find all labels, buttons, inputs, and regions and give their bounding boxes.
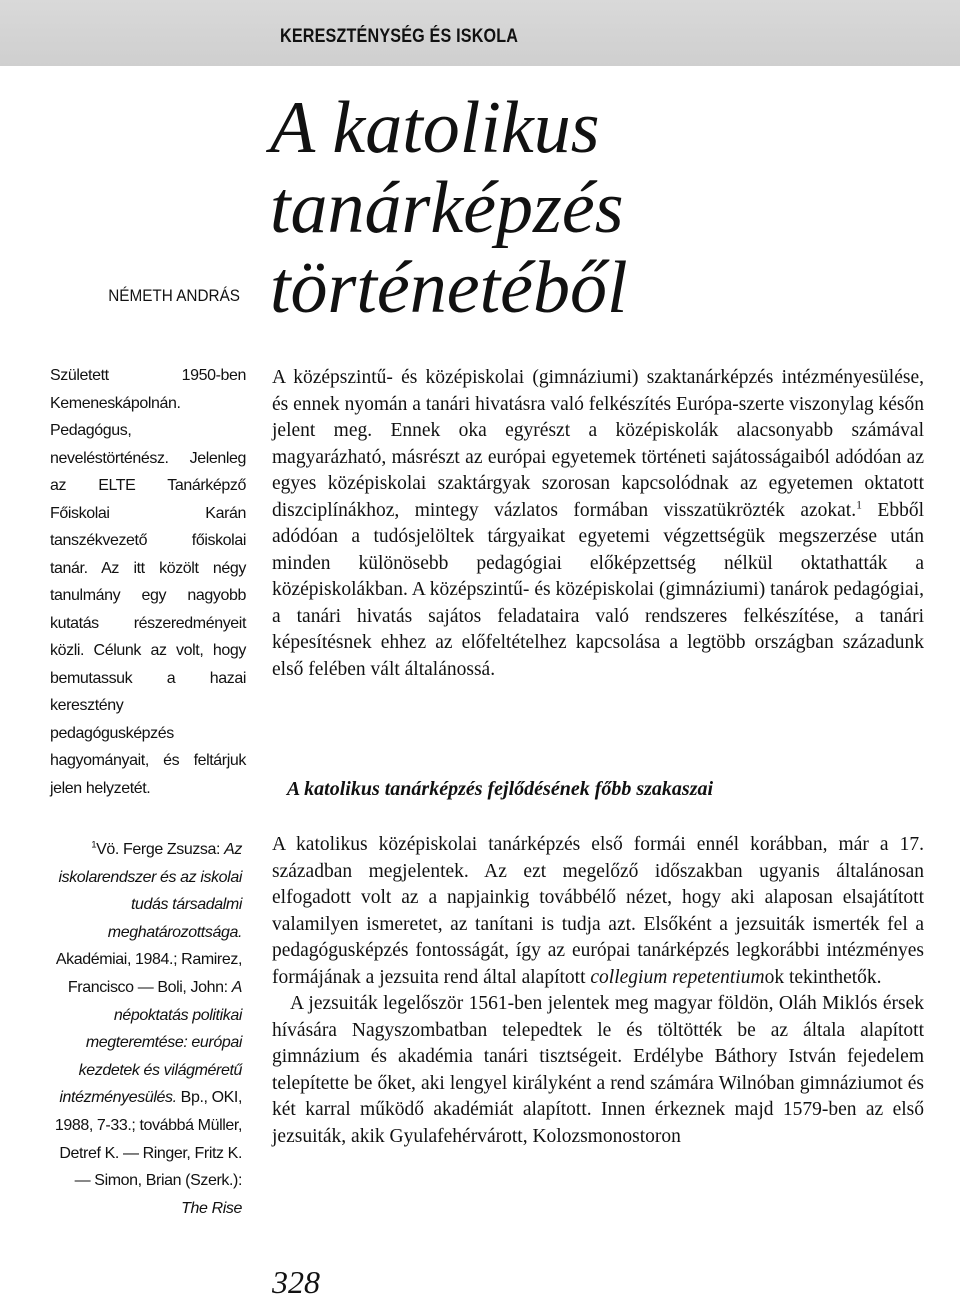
- intro-text-part-1: A középszintű- és középiskolai (gimnáziumi) szaktanárképzés intézményesülése, és ennek nyomán a tanári hivatásra való felkészítés Európa-szerte viszonylag későn jelent meg. Ennek oka egyrészt a középiskolák alacsonyabb számával magyarázható, másrészt az európai egyetemek történeti sajátosságaiból adódóan az egyes középiskolai szaktárgyak szorosan kapcsolódnak az egyetemen oktatott diszciplínákhoz, mintegy vázlatos formában visszatükrözték azokat.: [272, 367, 924, 521]
- intro-text: [272, 365, 924, 683]
- article-title: [270, 88, 950, 328]
- footnote-italic-1: Az iskolarendszer és az iskolai tudás társadalmi meghatározottsága.: [58, 841, 242, 941]
- main-p1-italic: collegium repetentium: [590, 966, 765, 988]
- title-line-2: tanárképzés: [270, 167, 624, 249]
- footnote-italic-2: A népoktatás politikai megteremtése: európai kezdetek és világméretű intézményesülés.: [59, 978, 242, 1107]
- main-p1-part-1: A katolikus középiskolai tanárképzés első formái ennél korábban, már a 17. században megjelentek. Az ezt megelőző időszakban ugyanis általánosan elfogadott volt az a napjainkig továbbélő nézet, hogy aki alaposan elsajátított valamilyen ismeretet, az tanítani is tudja azt. Elsőként a jezsuiták ismerték fel a pedagógusképzés fontosságát, így az európai tanárképzés legkorábbi intézményes formájának a jezsuita rend által alapított: [272, 834, 924, 988]
- main-text: [272, 832, 924, 1150]
- author-bio: Született 1950-ben Kemeneskápolnán. Pedagógus, neveléstörténész. Jelenleg az ELTE Tanárképző Főiskolai Karán tanszékvezető főiskolai tanár. Az itt közölt négy tanulmány egy nagyobb kutatás részeredményeit közli. Célunk az volt, hogy bemutassuk a hazai keresztény pedagógusképzés hagyományait, és feltárjuk jelen helyzetét.: [50, 367, 246, 797]
- page-number: 328: [272, 1264, 320, 1300]
- footnote-number: 1: [91, 839, 97, 851]
- footnote-reference: 1: [856, 498, 862, 511]
- section-subheading: A katolikus tanárképzés fejlődésének főbb szakaszai: [286, 778, 714, 800]
- footnote-text-1: Vö. Ferge Zsuzsa:: [96, 841, 225, 858]
- main-paragraph-2: A jezsuiták legelőször 1561-ben jelentek meg magyar földön, Oláh Miklós érsek hívására Nagyszombatban telepedtek le és töltötték be az általa alapított gimnázium és akadémia tanári tisztségeit. Erdélybe Báthory István fejedelem telepítette be őket, aki lengyel királyként a rend számára Wilnóban gimnáziumot és két karral működő akadémiát alapított. Innen érkeznek majd 1579-ben az első jezsuiták, akik Gyulafehérvárott, Kolozsmonostoron: [272, 993, 924, 1147]
- intro-paragraph: [272, 365, 924, 683]
- main-p1-part-2: ok tekinthetők.: [764, 966, 882, 988]
- main-paragraph-1: [272, 832, 924, 991]
- title-line-1: A katolikus: [270, 87, 600, 169]
- footnote-text-3: Bp., OKI, 1988, 7-33.; továbbá Müller, Detref K. — Ringer, Fritz K. — Simon, Brian (Szerk.):: [54, 1089, 242, 1190]
- intro-text-part-2: Ebből adódóan a tudósjelöltek tárgyaikat egyetemi végzettségük megszerzése után minden különösebb pedagógiai előképzettség nélkül oktathatták a középiskolákban. A középszintű- és középiskolai (gimnáziumi) tanárok pedagógiai, a tanári hivatás sajátos feladataira való rendszeres felkészítése, a tanári képesítésnek ehhez az előfeltételhez kapcsolása a legtöbb országban századunk első felében vált általánossá.: [272, 499, 924, 680]
- footnote: [50, 836, 242, 1222]
- author-name: NÉMETH ANDRÁS: [108, 286, 240, 305]
- footnote-text-2: Akadémiai, 1984.; Ramirez, Francisco — Boli, John:: [55, 951, 242, 996]
- title-line-3: történetéből: [270, 247, 628, 329]
- section-label: KERESZTÉNYSÉG ÉS ISKOLA: [280, 26, 519, 47]
- footnote-italic-3: The Rise: [181, 1199, 242, 1217]
